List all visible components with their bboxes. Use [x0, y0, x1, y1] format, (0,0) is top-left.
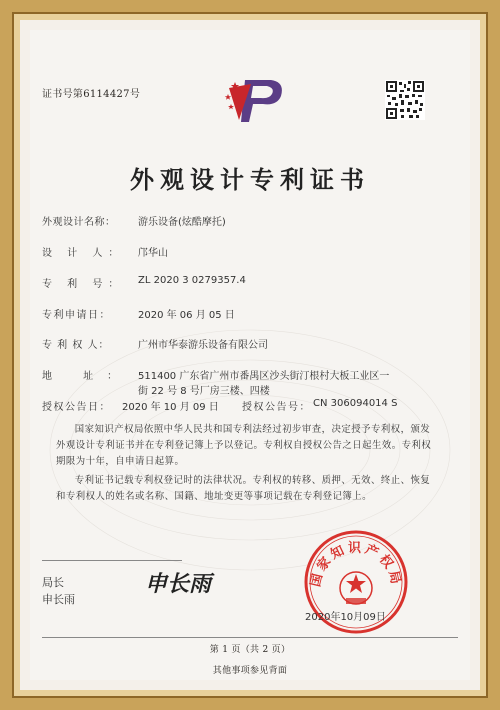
seal-date: 2020年10月09日 [305, 612, 386, 623]
certificate-paper [30, 30, 470, 680]
field-label-grant-date: 授权公告日： [42, 402, 111, 413]
field-label-application-date: 专利申请日： [42, 310, 111, 321]
field-value-designer: 邝华山 [138, 248, 168, 259]
certificate-title: 外观设计专利证书 [130, 165, 370, 194]
certificate-paragraph-2: 专利证书记载专利权登记时的法律状况。专利权的转移、质押、无效、终止、恢复和专利权人的姓名或名称、国籍、地址变更等事项记载在专利登记簿上。 [56, 475, 431, 502]
signature-name: 申长雨 [42, 593, 75, 606]
field-label-grant-number: 授权公告号： [242, 402, 311, 413]
field-label-patentee: 专 利 权 人： [42, 340, 110, 351]
signature-role: 局长 [42, 576, 64, 589]
field-label-designer: 设 计 人： [42, 248, 125, 259]
field-value-patentee: 广州市华泰游乐设备有限公司 [138, 340, 268, 351]
handwritten-signature: 申长雨 [145, 571, 212, 597]
certificate-paragraph-1: 国家知识产权局依照中华人民共和国专利法经过初步审查，决定授予专利权，颁发外观设计专利证书并在专利登记簿上予以登记。专利权自授权公告之日起生效。专利权期限为十年，自申请日起算。 [56, 424, 432, 467]
field-value-application-date: 2020 年 06 月 05 日 [138, 310, 235, 321]
field-value-address-line2: 街 22 号 8 号厂房三楼、四楼 [138, 386, 270, 397]
field-label-address: 地 址： [42, 371, 132, 382]
field-value-patent-number: ZL 2020 3 0279357.4 [138, 275, 246, 286]
field-label-patent-number: 专 利 号： [42, 279, 125, 290]
field-label-design-name: 外观设计名称： [42, 217, 116, 228]
footer-note: 其他事项参见背面 [212, 666, 288, 676]
page-indicator: 第 1 页（共 2 页） [209, 645, 291, 655]
seal-text: 国家知识产权局 [308, 541, 404, 589]
qr-code [385, 80, 425, 120]
certificate-number: 证书号第6114427号 [42, 89, 141, 100]
patent-office-logo [223, 70, 293, 130]
field-value-grant-number: CN 306094014 S [313, 398, 398, 409]
field-value-design-name: 游乐设备(炫酷摩托) [138, 217, 226, 228]
footer-separator [42, 637, 458, 638]
signature-separator [42, 560, 182, 561]
field-value-grant-date: 2020 年 10 月 09 日 [122, 402, 219, 413]
field-value-address-line1: 511400 广东省广州市番禺区沙头街汀根村大板工业区一 [138, 371, 390, 382]
